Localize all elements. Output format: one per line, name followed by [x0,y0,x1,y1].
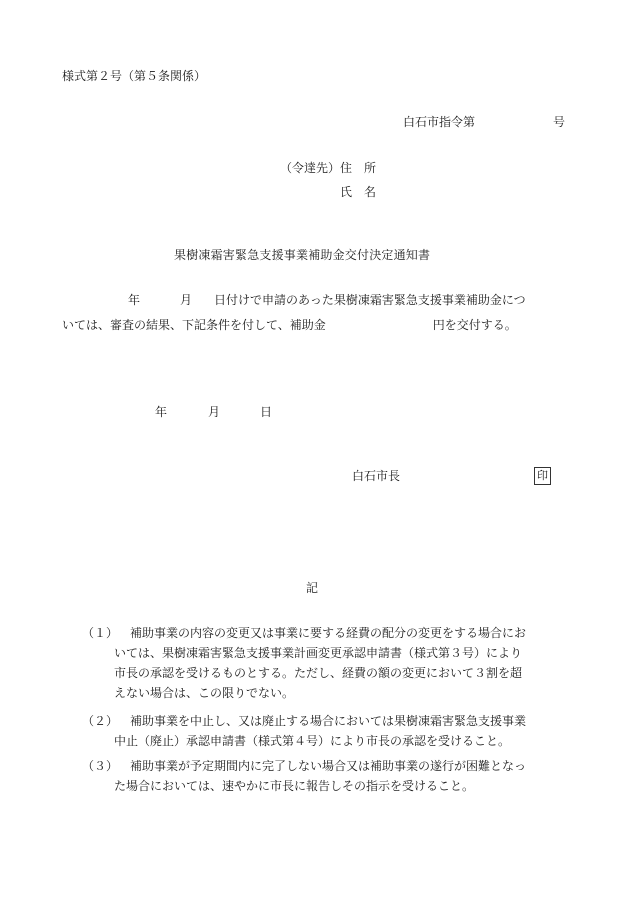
recipient-name-label: 氏 名 [340,185,377,199]
recipient-address-label: （令達先）住 所 [280,161,377,175]
body-line-2-end: 円を交付する。 [432,318,517,332]
body-line-1-text: 日付けで申請のあった果樹凍霜害緊急支援事業補助金につ [214,293,526,307]
body-line-2 [62,317,517,333]
condition-line: 補助事業を中止し、又は廃止する場合においては果樹凍霜害緊急支援事業 [130,714,527,728]
date-year: 年 [155,405,168,419]
condition-line: 補助事業の内容の変更又は事業に要する経費の配分の変更をする場合にお [130,626,527,640]
body-line-2-text: いては、審査の結果、下記条件を付して、補助金 [62,318,326,332]
document-number [403,114,565,130]
condition-line: 中止（廃止）承認申請書（様式第４号）により市長の承認を受けること。 [114,734,511,748]
document-number-prefix: 白石市指令第 [403,115,476,129]
body-month: 月 [180,293,193,307]
condition-number: （３） [82,759,119,773]
condition-line: 市長の承認を受けるものとする。ただし、経費の額の変更において３割を超 [114,666,523,680]
condition-line: た場合においては、速やかに市長に報告しその指示を受けること。 [114,779,475,793]
mayor-signature: 白石市長 [352,469,401,483]
body-line-1 [62,292,526,308]
document-number-suffix: 号 [553,115,566,129]
seal-stamp: 印 [534,467,551,485]
condition-line: 補助事業が予定期間内に完了しない場合又は補助事業の遂行が困難となっ [130,759,527,773]
condition-item [82,623,562,703]
date-month: 月 [208,405,221,419]
condition-line: いては、果樹凍霜害緊急支援事業計画変更承認申請書（様式第３号）により [114,646,523,660]
condition-item [82,756,562,796]
condition-number: （２） [82,714,119,728]
condition-line: えない場合は、この限りでない。 [114,686,295,700]
document-title: 果樹凍霜害緊急支援事業補助金交付決定通知書 [174,248,431,262]
date-day: 日 [260,405,273,419]
form-label: 様式第２号（第５条関係） [62,69,207,83]
condition-item [82,711,562,751]
ki-heading: 記 [306,581,319,595]
issue-date [155,404,272,420]
body-year: 年 [128,293,141,307]
condition-number: （１） [82,626,119,640]
